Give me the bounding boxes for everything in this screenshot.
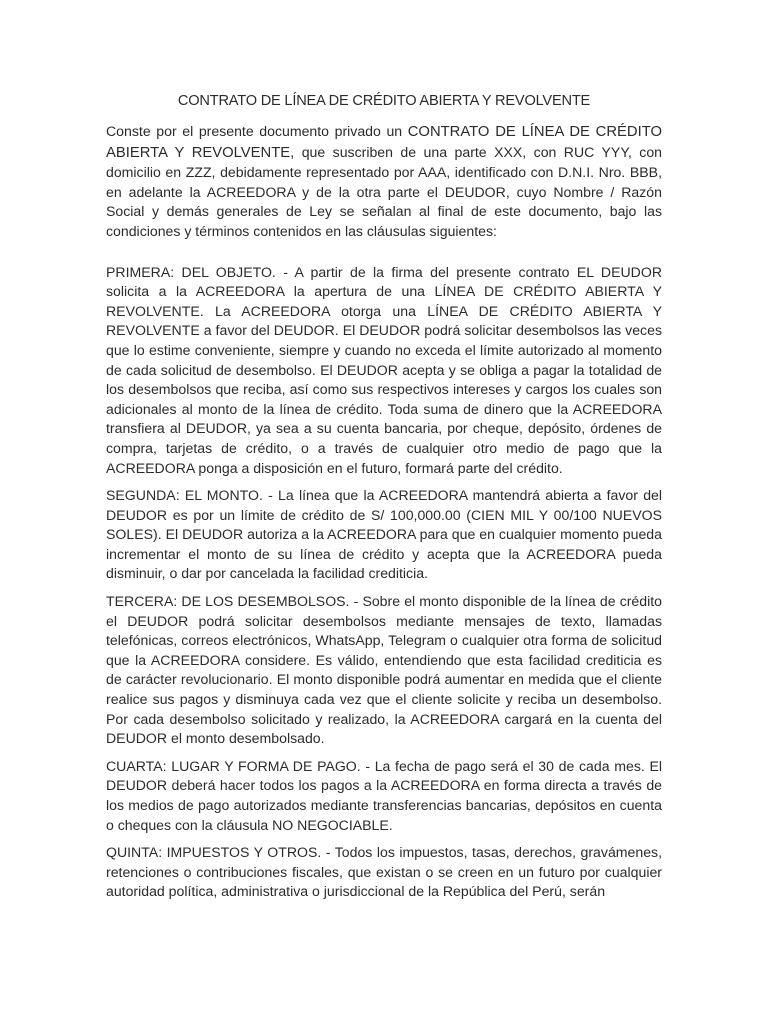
clause-quinta: QUINTA: IMPUESTOS Y OTROS. - Todos los impuestos, tasas, derechos, gravámenes, retenciones o contribuciones fiscales, que existan o se creen en un futuro por cualquier autoridad política, administrativa o jurisdiccional de la República del Perú, serán [106,844,662,900]
clause-tercera: TERCERA: DE LOS DESEMBOLSOS. - Sobre el monto disponible de la línea de crédito el DEUDOR podrá solicitar desembolsos mediante mensajes de texto, llamadas telefónicas, correos electrónicos, WhatsApp, Telegram o cualquier otra forma de solicitud que la ACREEDORA considere. Es válido, entendiendo que esta facilidad crediticia es de carácter revolucionario. El monto disponible podrá aumentar en medida que el cliente realice sus pagos y disminuya cada vez que el cliente solicite y reciba un desembolso. Por cada desembolso solicitado y realizado, la ACREEDORA cargará en la cuenta del DEUDOR el monto desembolsado. [106,593,662,747]
clause-cuarta: CUARTA: LUGAR Y FORMA DE PAGO. - La fecha de pago será el 30 de cada mes. El DEUDOR deberá hacer todos los pagos a la ACREEDORA en forma directa a través de los medios de pago autorizados mediante transferencias bancarias, depósitos en cuenta o cheques con la cláusula NO NEGOCIABLE. [106,757,662,833]
intro-paragraph [106,122,662,242]
intro-suffix: que suscriben de una parte XXX, con RUC YYY, con domicilio en ZZZ, debidamente representado por AAA, identificado con D.N.I. Nro. BBB, en adelante la ACREEDORA y de la otra parte el DEUDOR, cuyo Nombre / Razón Social y demás generales de Ley se señalan al final de este documento, bajo las condiciones y términos contenidos en las cláusulas siguientes: [106,143,662,239]
intro-prefix: Conste por el presente documento privado un [106,123,408,139]
intro-contract-name: CONTRATO DE LÍNEA DE CRÉDITO ABIERTA Y REVOLVENTE, [106,124,663,161]
clause-segunda: SEGUNDA: EL MONTO. - La línea que la ACREEDORA mantendrá abierta a favor del DEUDOR es por un límite de crédito de S/ 100,000.00 (CIEN MIL Y 00/100 NUEVOS SOLES). El DEUDOR autoriza a la ACREEDORA para que en cualquier momento pueda incrementar el monto de su línea de crédito y acepta que la ACREEDORA pueda disminuir, o dar por cancelada la facilidad crediticia. [106,487,662,582]
document-page [106,90,662,910]
clause-primera: PRIMERA: DEL OBJETO. - A partir de la firma del presente contrato EL DEUDOR solicita a la ACREEDORA la apertura de una LÍNEA DE CRÉDITO ABIERTA Y REVOLVENTE. La ACREEDORA otorga una LÍNEA DE CRÉDITO ABIERTA Y REVOLVENTE a favor del DEUDOR. El DEUDOR podrá solicitar desembolsos las veces que lo estime conveniente, siempre y cuando no exceda el límite autorizado al momento de cada solicitud de desembolso. El DEUDOR acepta y se obliga a pagar la totalidad de los desembolsos que reciba, así como sus respectivos intereses y cargos los cuales son adicionales al monto de la línea de crédito. Toda suma de dinero que la ACREEDORA transfiera al DEUDOR, ya sea a su cuenta bancaria, por cheque, depósito, órdenes de compra, tarjetas de crédito, o a través de cualquier otro medio de pago que la ACREEDORA ponga a disposición en el futuro, formará parte del crédito. [106,263,662,476]
document-title: CONTRATO DE LÍNEA DE CRÉDITO ABIERTA Y REVOLVENTE [177,93,591,109]
